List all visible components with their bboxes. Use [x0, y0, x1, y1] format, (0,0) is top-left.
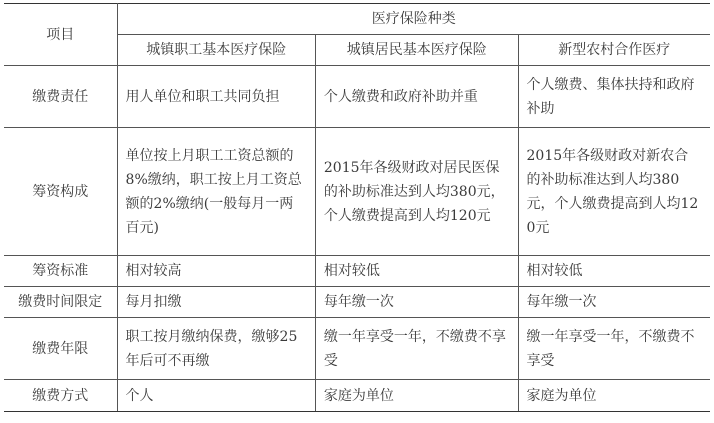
- table-row: [4, 287, 710, 318]
- table-cell: 缴一年享受一年，不缴费不享受: [315, 318, 518, 380]
- column-header: 新型农村合作医疗: [518, 35, 710, 66]
- table-cell: 相对较高: [117, 256, 315, 287]
- row-label: 缴费责任: [4, 66, 117, 128]
- row-label: 缴费时间限定: [4, 287, 117, 318]
- column-header: 城镇职工基本医疗保险: [117, 35, 315, 66]
- table-cell: 每月扣缴: [117, 287, 315, 318]
- table-cell: 单位按上月职工工资总额的8%缴纳，职工按上月工资总额的2%缴纳(一般每月一两百元): [117, 128, 315, 256]
- table-cell: 缴一年享受一年，不缴费不享受: [518, 318, 710, 380]
- insurance-type-header: 医疗保险种类: [117, 4, 710, 35]
- table-cell: 2015年各级财政对新农合的补助标准达到人均380元，个人缴费提高到人均120元: [518, 128, 710, 256]
- table-cell: 个人: [117, 380, 315, 412]
- table-cell: 每年缴一次: [315, 287, 518, 318]
- column-header: 城镇居民基本医疗保险: [315, 35, 518, 66]
- row-label: 缴费年限: [4, 318, 117, 380]
- insurance-comparison-table: [4, 3, 710, 412]
- table-cell: 用人单位和职工共同负担: [117, 66, 315, 128]
- table-cell: 家庭为单位: [518, 380, 710, 412]
- item-header: 项目: [4, 4, 117, 66]
- table-row: [4, 128, 710, 256]
- table-cell: 个人缴费和政府补助并重: [315, 66, 518, 128]
- row-label: 筹资构成: [4, 128, 117, 256]
- table-cell: 家庭为单位: [315, 380, 518, 412]
- table-header-row: [4, 4, 710, 35]
- table-row: [4, 256, 710, 287]
- row-label: 筹资标准: [4, 256, 117, 287]
- table-cell: 2015年各级财政对居民医保的补助标准达到人均380元，个人缴费提高到人均120元: [315, 128, 518, 256]
- row-label: 缴费方式: [4, 380, 117, 412]
- table-row: [4, 380, 710, 412]
- table-row: [4, 318, 710, 380]
- table-cell: 个人缴费、集体扶持和政府补助: [518, 66, 710, 128]
- table-row: [4, 66, 710, 128]
- table-cell: 相对较低: [518, 256, 710, 287]
- table-cell: 职工按月缴纳保费，缴够25年后可不再缴: [117, 318, 315, 380]
- table-cell: 相对较低: [315, 256, 518, 287]
- table-cell: 每年缴一次: [518, 287, 710, 318]
